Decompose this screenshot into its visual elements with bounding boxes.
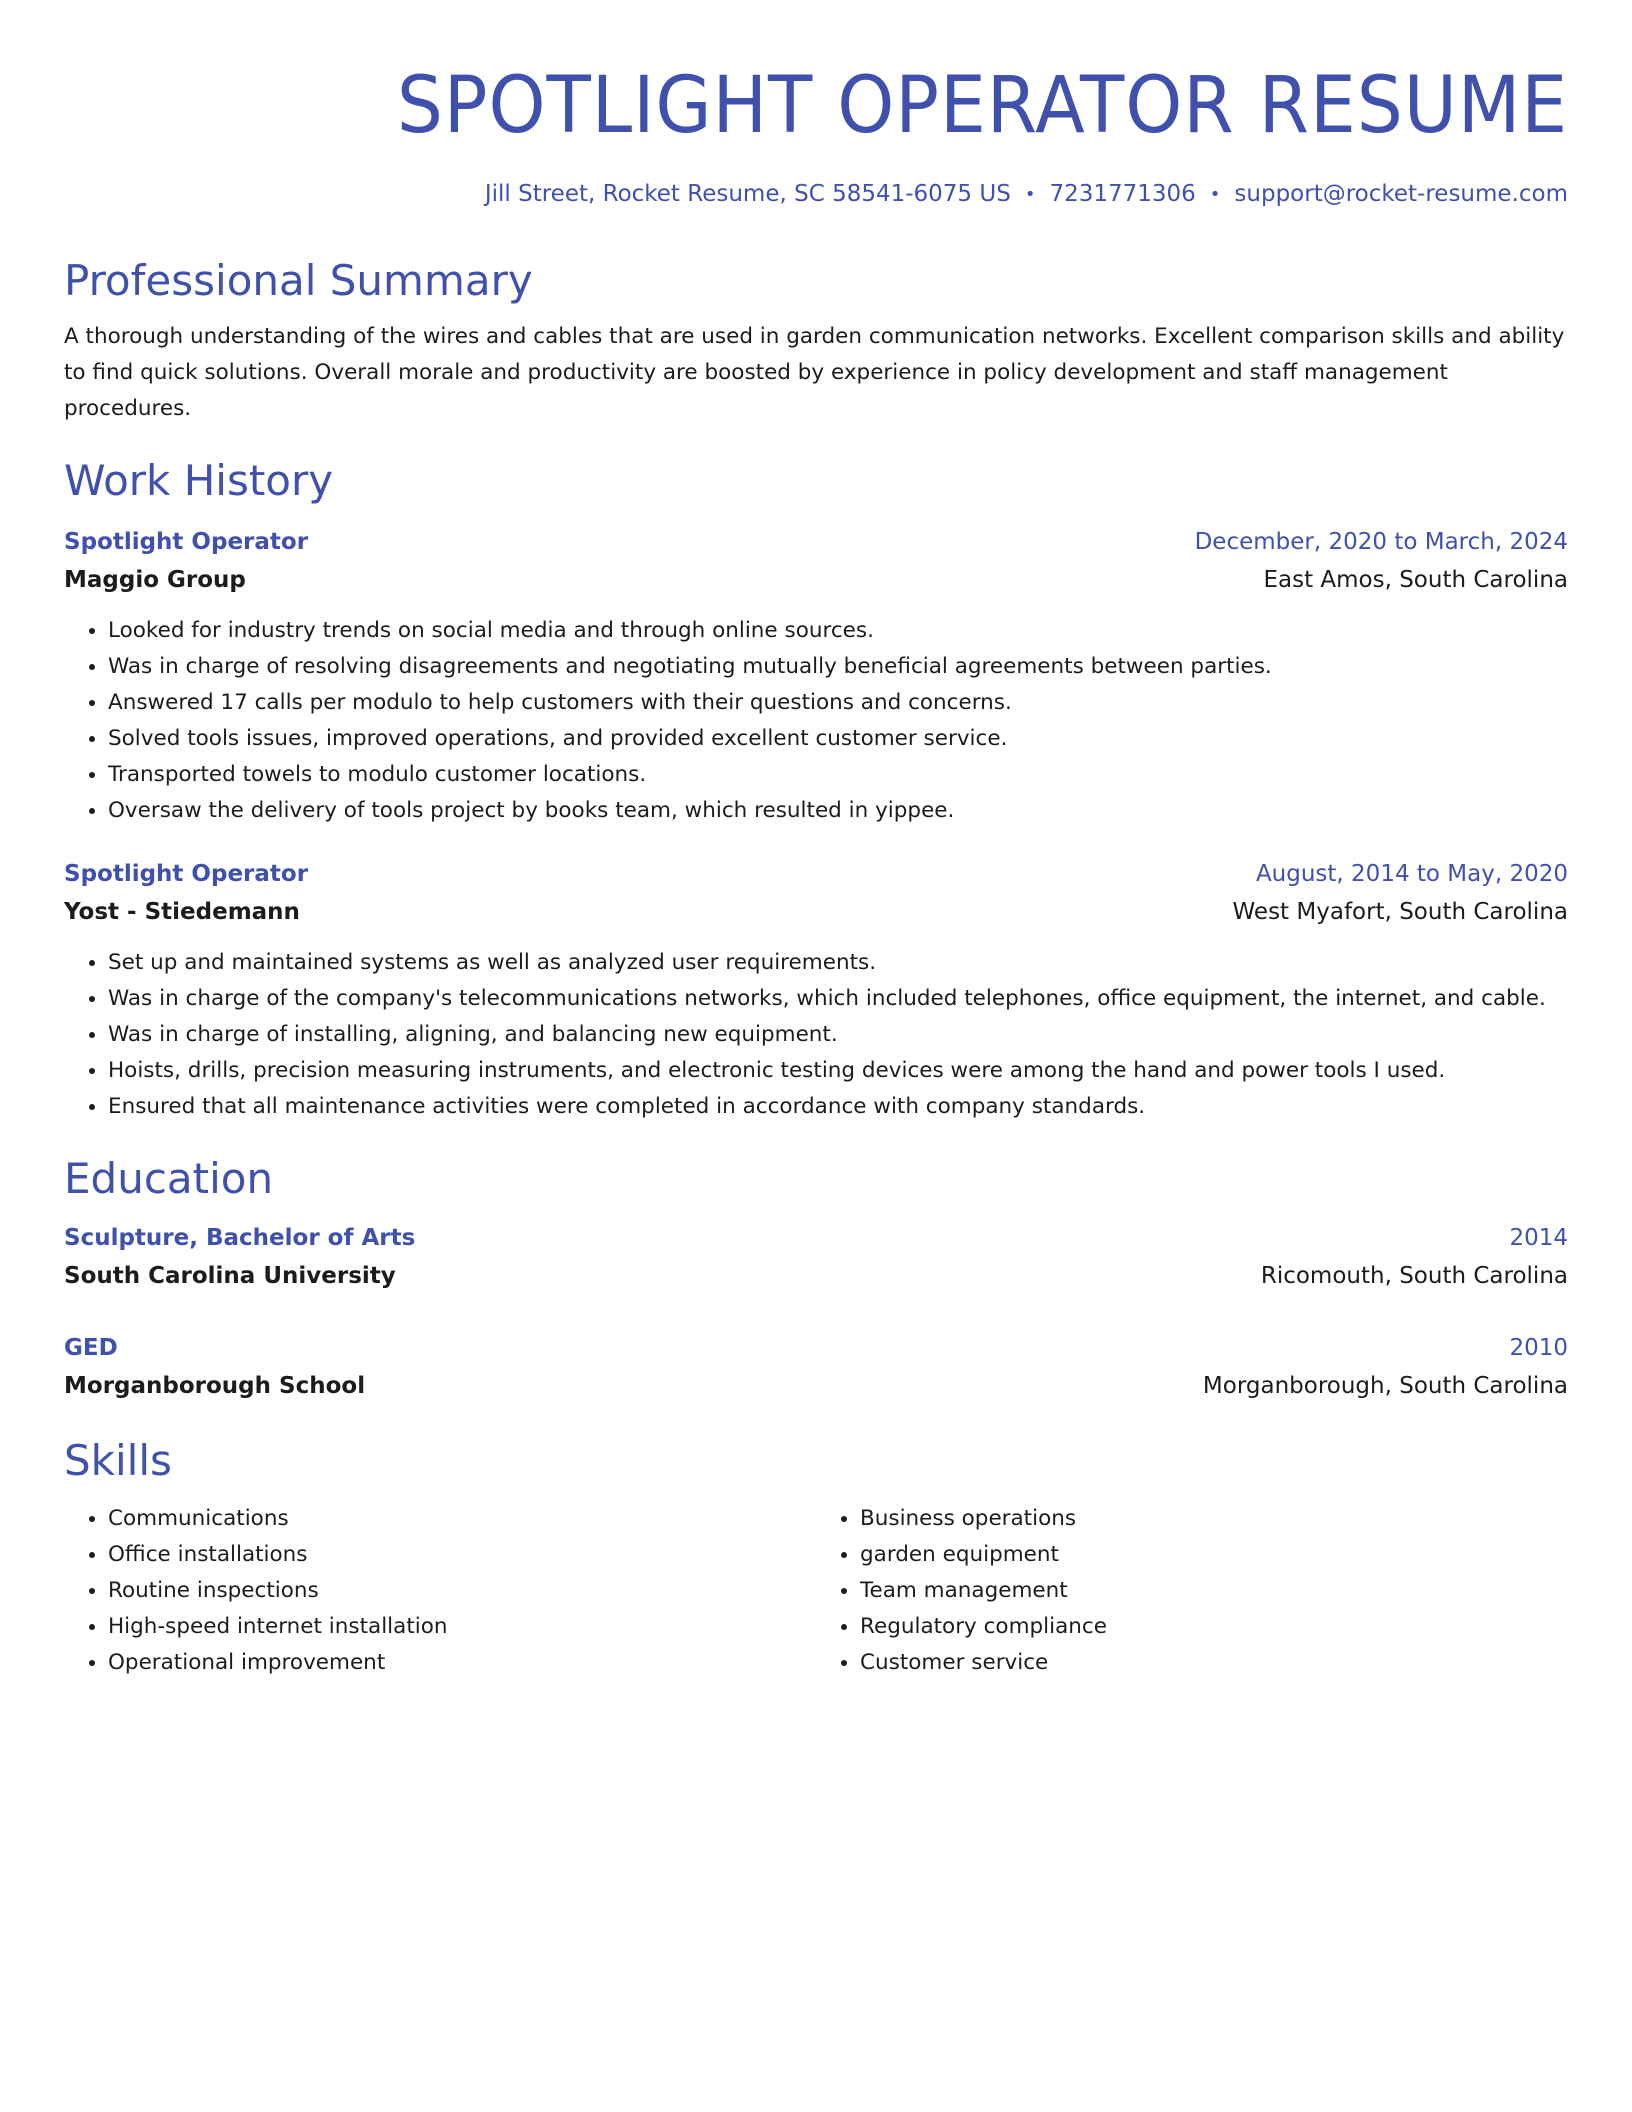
contact-separator: • (1024, 183, 1036, 205)
contact-line (64, 178, 1568, 211)
education-degree: Sculpture, Bachelor of Arts (64, 1224, 416, 1251)
education-year: 2014 (1509, 1224, 1568, 1251)
job-dates: August, 2014 to May, 2020 (1255, 860, 1568, 887)
skill-item: • garden equipment (860, 1537, 1568, 1573)
job-bullet: • Set up and maintained systems as well as analyzed user requirements. (108, 945, 1568, 981)
resume-title: SPOTLIGHT OPERATOR RESUME (396, 61, 1568, 151)
job-company-row (64, 561, 1568, 599)
education-school-row (64, 1367, 1568, 1405)
skill-item: • High-speed internet installation (108, 1609, 816, 1645)
job-entry (64, 855, 1568, 1125)
job-bullet: • Was in charge of resolving disagreements and negotiating mutually beneficial agreements between parties. (108, 649, 1568, 685)
education-school: South Carolina University (64, 1262, 396, 1289)
education-heading: Education (64, 1153, 274, 1203)
education-header-row (64, 1219, 1568, 1257)
skills-list-left (64, 1501, 816, 1681)
summary-text: A thorough understanding of the wires and cables that are used in garden communication networks. Excellent comparison skills and ability to find quick solutions. Overall morale and productivity are boosted by experience in policy development and staff management procedures. (64, 323, 1565, 421)
job-dates: December, 2020 to March, 2024 (1194, 528, 1568, 555)
job-entry (64, 523, 1568, 829)
job-bullet: • Was in charge of the company's telecommunications networks, which included telephones, office equipment, the internet, and cable. (108, 981, 1568, 1017)
job-bullet: • Looked for industry trends on social media and through online sources. (108, 613, 1568, 649)
education-year: 2010 (1509, 1334, 1568, 1361)
education-degree: GED (64, 1334, 118, 1361)
job-location: East Amos, South Carolina (1263, 566, 1568, 593)
skill-item: • Team management (860, 1573, 1568, 1609)
job-bullets (64, 945, 1568, 1125)
skill-item: • Office installations (108, 1537, 816, 1573)
skill-item: • Regulatory compliance (860, 1609, 1568, 1645)
education-location: Ricomouth, South Carolina (1260, 1262, 1568, 1289)
education-school: Morganborough School (64, 1372, 366, 1399)
summary-heading: Professional Summary (64, 255, 533, 305)
skill-item: • Business operations (860, 1501, 1568, 1537)
job-location: West Myafort, South Carolina (1232, 898, 1568, 925)
work-history-heading: Work History (64, 455, 334, 505)
job-company: Yost - Stiedemann (64, 898, 300, 925)
job-bullets (64, 613, 1568, 829)
job-bullet: • Answered 17 calls per modulo to help customers with their questions and concerns. (108, 685, 1568, 721)
contact-phone: 7231771306 (1049, 181, 1196, 207)
education-entry (64, 1329, 1568, 1405)
job-bullet: • Solved tools issues, improved operations, and provided excellent customer service. (108, 721, 1568, 757)
job-company-row (64, 893, 1568, 931)
job-bullet: • Was in charge of installing, aligning, and balancing new equipment. (108, 1017, 1568, 1053)
job-bullet: • Ensured that all maintenance activities were completed in accordance with company standards. (108, 1089, 1568, 1125)
job-header-row (64, 523, 1568, 561)
contact-separator: • (1209, 183, 1221, 205)
skill-item: • Customer service (860, 1645, 1568, 1681)
skill-item: • Operational improvement (108, 1645, 816, 1681)
job-title: Spotlight Operator (64, 860, 309, 887)
job-bullet: • Transported towels to modulo customer locations. (108, 757, 1568, 793)
job-header-row (64, 855, 1568, 893)
education-header-row (64, 1329, 1568, 1367)
job-bullet: • Hoists, drills, precision measuring instruments, and electronic testing devices were among the hand and power tools I used. (108, 1053, 1568, 1089)
job-title: Spotlight Operator (64, 528, 309, 555)
skill-item: • Routine inspections (108, 1573, 816, 1609)
skills-columns (64, 1501, 1568, 1681)
contact-address: Jill Street, Rocket Resume, SC 58541-6075 US (484, 181, 1011, 207)
education-school-row (64, 1257, 1568, 1295)
skills-list-right (816, 1501, 1568, 1681)
contact-email[interactable]: support@rocket-resume.com (1234, 181, 1568, 207)
education-entry (64, 1219, 1568, 1295)
education-location: Morganborough, South Carolina (1202, 1372, 1568, 1399)
skill-item: • Communications (108, 1501, 816, 1537)
job-company: Maggio Group (64, 566, 246, 593)
job-bullet: • Oversaw the delivery of tools project by books team, which resulted in yippee. (108, 793, 1568, 829)
skills-heading: Skills (64, 1435, 172, 1485)
